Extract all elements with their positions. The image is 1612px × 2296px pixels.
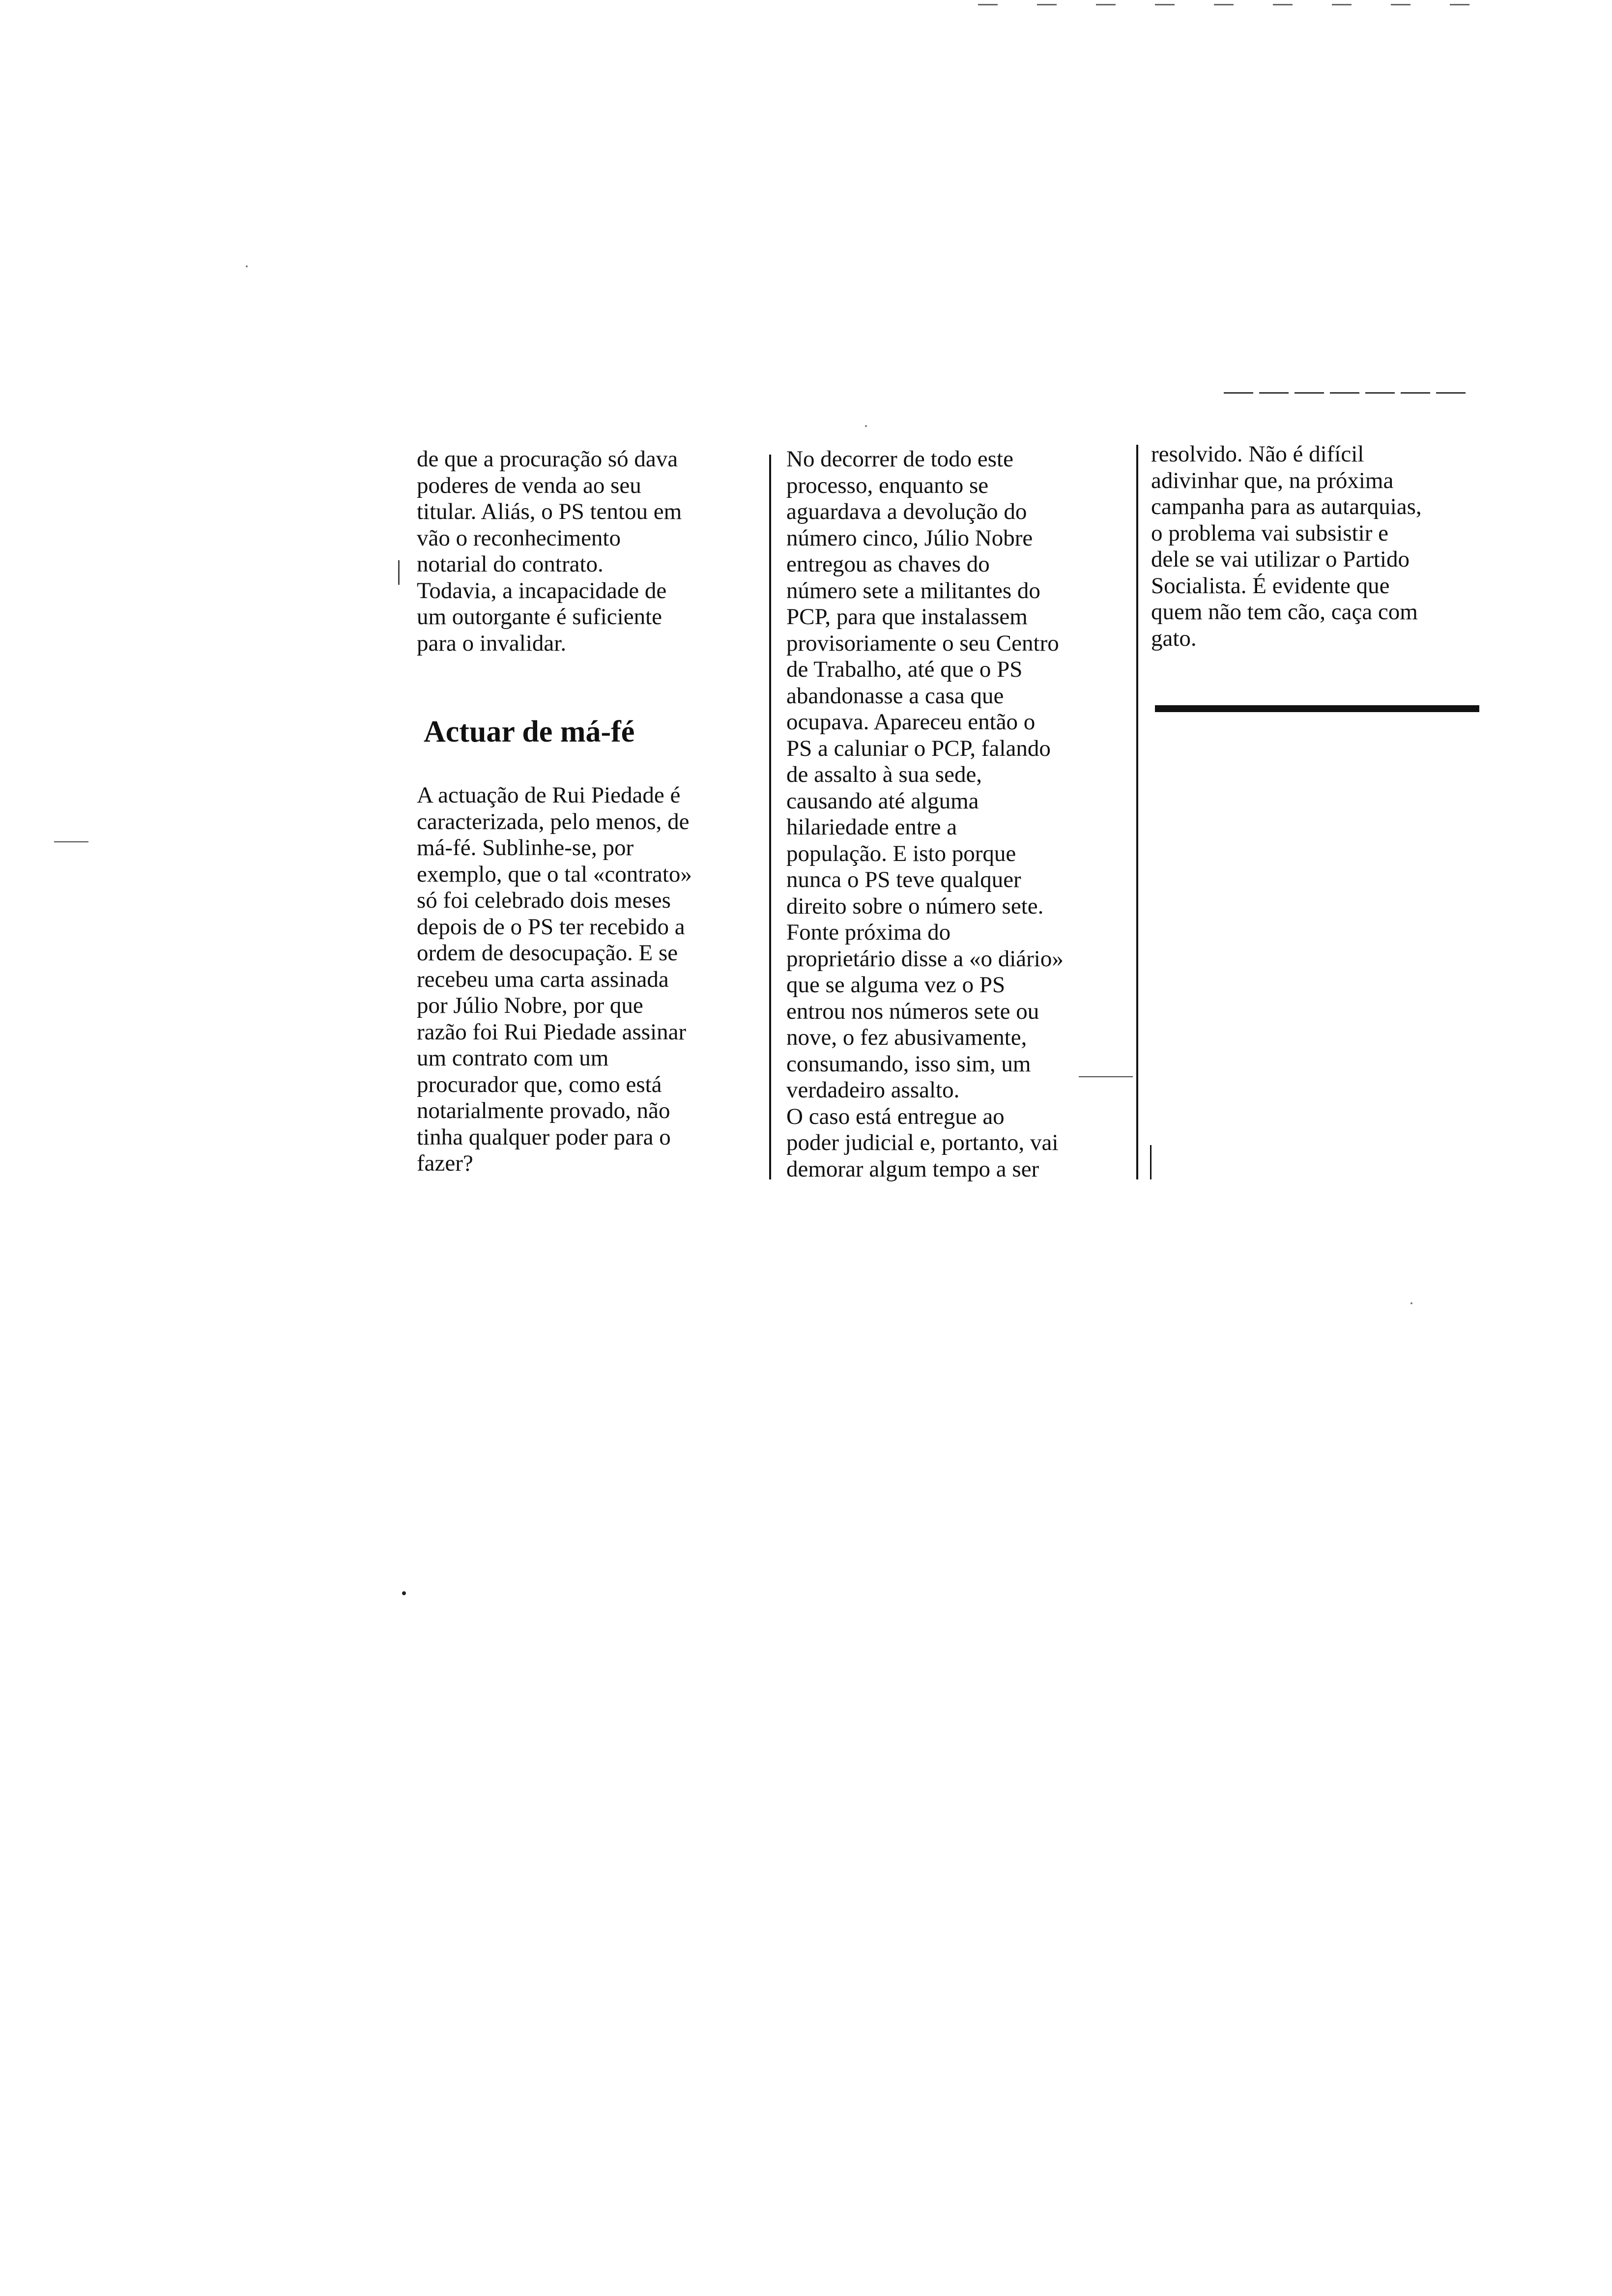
- scan-speck: [402, 1591, 406, 1595]
- column-divider-1: [769, 455, 771, 1179]
- text-line: hilariedade entre a: [786, 814, 957, 840]
- text-line: um outorgante é suficiente: [417, 604, 662, 630]
- text-line: de Trabalho, até que o PS: [786, 657, 1023, 682]
- text-line: nunca o PS teve qualquer: [786, 867, 1021, 892]
- text-line: PS a caluniar o PCP, falando: [786, 735, 1051, 761]
- text-line: demorar algum tempo a ser: [786, 1156, 1039, 1182]
- text-line: notarialmente provado, não: [417, 1098, 670, 1123]
- article-column-1: [417, 446, 751, 1177]
- text-line: poderes de venda ao seu: [417, 472, 641, 498]
- text-line: que se alguma vez o PS: [786, 972, 1006, 998]
- text-line: ocupava. Apareceu então o: [786, 709, 1036, 735]
- text-line: O caso está entregue ao: [786, 1103, 1005, 1129]
- text-line: caracterizada, pelo menos, de: [417, 808, 690, 834]
- scan-top-dashes: [978, 4, 1469, 5]
- text-line: recebeu uma carta assinada: [417, 966, 669, 992]
- text-line: procurador que, como está: [417, 1071, 662, 1097]
- text-line: por Júlio Nobre, por que: [417, 993, 643, 1018]
- text-line: número cinco, Júlio Nobre: [786, 525, 1033, 551]
- text-line: titular. Aliás, o PS tentou em: [417, 499, 682, 524]
- text-line: Todavia, a incapacidade de: [417, 577, 667, 603]
- text-line: o problema vai subsistir e: [1151, 520, 1388, 546]
- text-line: processo, enquanto se: [786, 472, 989, 498]
- end-of-article-rule: [1155, 705, 1479, 712]
- text-line: provisoriamente o seu Centro: [786, 630, 1059, 656]
- text-line: fazer?: [417, 1150, 473, 1176]
- text-line: resolvido. Não é difícil: [1151, 441, 1364, 467]
- text-line: PCP, para que instalassem: [786, 604, 1028, 630]
- text-line: gato.: [1151, 625, 1197, 651]
- text-line: exemplo, que o tal «contrato»: [417, 861, 692, 887]
- text-line: No decorrer de todo este: [786, 446, 1013, 472]
- text-line: vão o reconhecimento: [417, 525, 621, 551]
- text-line: para o invalidar.: [417, 630, 567, 656]
- scan-speck: [1410, 1302, 1412, 1304]
- text-line: adivinhar que, na próxima: [1151, 467, 1394, 493]
- section-heading: Actuar de má-fé: [424, 715, 635, 748]
- text-line: causando até alguma: [786, 788, 979, 814]
- text-line: só foi celebrado dois meses: [417, 888, 671, 913]
- text-line: depois de o PS ter recebido a: [417, 914, 685, 940]
- text-line: abandonasse a casa que: [786, 683, 1004, 709]
- scan-speck: [246, 265, 248, 267]
- text-line: notarial do contrato.: [417, 551, 604, 577]
- text-line: nove, o fez abusivamente,: [786, 1025, 1027, 1050]
- text-line: aguardava a devolução do: [786, 499, 1027, 524]
- text-line: má-fé. Sublinhe-se, por: [417, 835, 634, 861]
- text-line: população. E isto porque: [786, 840, 1016, 866]
- text-line: de que a procuração só dava: [417, 446, 678, 472]
- column-divider-2: [1136, 445, 1138, 1179]
- column-divider-mark: [1150, 1145, 1151, 1179]
- dashed-rule: [1224, 392, 1469, 394]
- text-line: dele se vai utilizar o Partido: [1151, 546, 1410, 572]
- text-line: proprietário disse a «o diário»: [786, 946, 1064, 972]
- text-line: Fonte próxima do: [786, 919, 951, 945]
- text-line: entregou as chaves do: [786, 551, 990, 577]
- text-line: entrou nos números sete ou: [786, 998, 1039, 1024]
- text-line: consumando, isso sim, um: [786, 1051, 1031, 1077]
- text-line: número sete a militantes do: [786, 577, 1040, 603]
- text-line: ordem de desocupação. E se: [417, 940, 678, 966]
- text-line: verdadeiro assalto.: [786, 1077, 960, 1103]
- text-line: um contrato com um: [417, 1045, 609, 1071]
- text-line: quem não tem cão, caça com: [1151, 599, 1418, 625]
- article-column-2: [786, 446, 1125, 1182]
- scan-mark: [398, 560, 400, 585]
- text-line: Socialista. É evidente que: [1151, 573, 1390, 599]
- text-line: A actuação de Rui Piedade é: [417, 782, 681, 808]
- text-line: campanha para as autarquias,: [1151, 494, 1422, 519]
- text-line: direito sobre o número sete.: [786, 893, 1044, 919]
- text-line: poder judicial e, portanto, vai: [786, 1130, 1059, 1155]
- article-column-3: [1151, 441, 1485, 652]
- text-line: tinha qualquer poder para o: [417, 1124, 671, 1150]
- scan-mark: [54, 841, 88, 842]
- text-line: razão foi Rui Piedade assinar: [417, 1019, 687, 1045]
- scan-speck: [865, 425, 867, 427]
- text-line: de assalto à sua sede,: [786, 762, 982, 787]
